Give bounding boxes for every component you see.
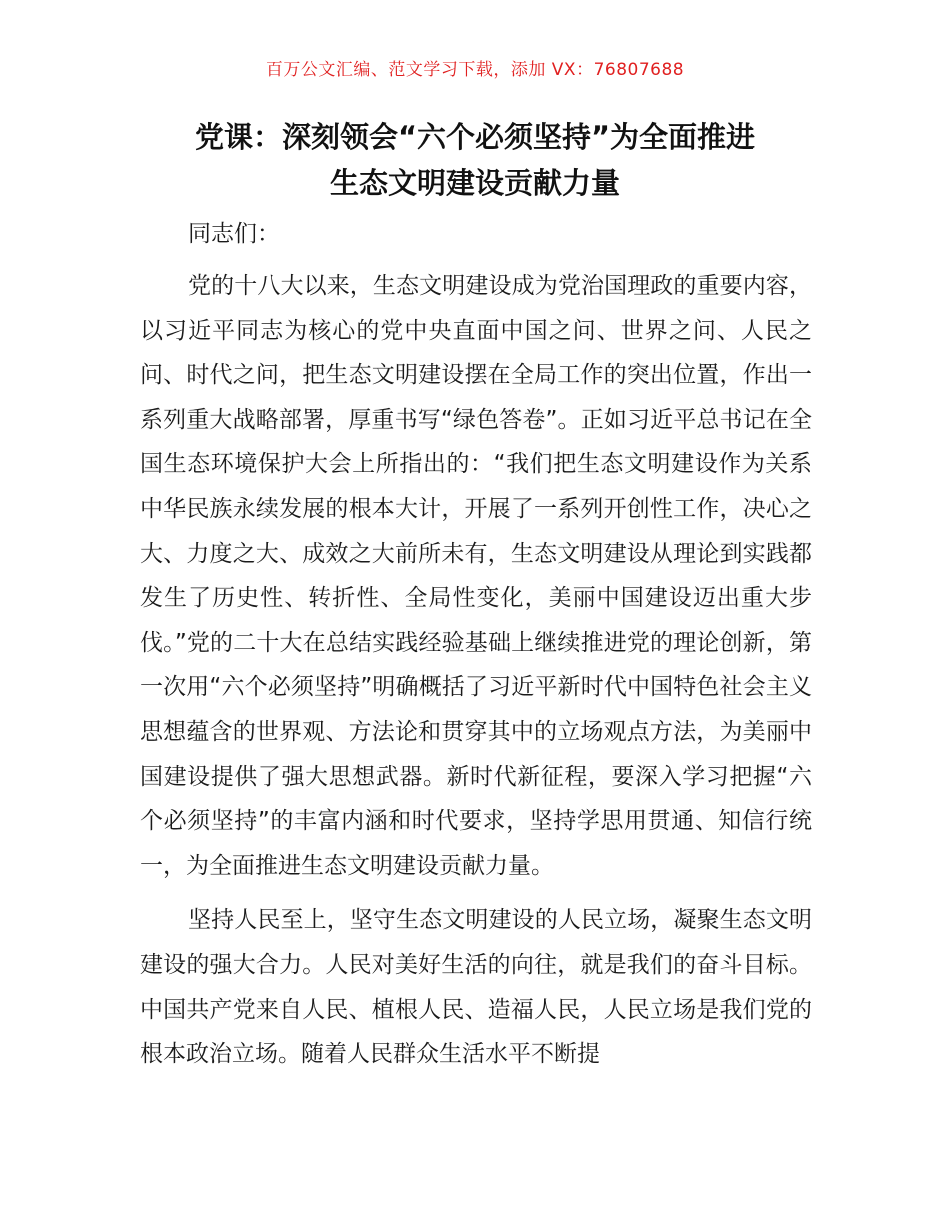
document-title [110, 114, 840, 206]
document-body [140, 212, 812, 1087]
title-line-2: 生态文明建设贡献力量 [329, 166, 620, 200]
salutation: 同志们： [188, 221, 280, 247]
paragraph-1: 党的十八大以来，生态文明建设成为党治国理政的重要内容，以习近平同志为核心的党中央直面中国之问、世界之问、人民之问、时代之问，把生态文明建设摆在全局工作的突出位置，作出一系列重大战略部署，厚重书写“绿色答卷”。正如习近平总书记在全国生态环境保护大会上所指出的：“我们把生态文明建设作为关系中华民族永续发展的根本大计，开展了一系列开创性工作，决心之大、力度之大、成效之大前所未有，生态文明建设从理论到实践都发生了历史性、转折性、全局性变化，美丽中国建设迈出重大步伐。”党的二十大在总结实践经验基础上继续推进党的理论创新，第一次用“六个必须坚持”明确概括了习近平新时代中国特色社会主义思想蕴含的世界观、方法论和贯穿其中的立场观点方法，为美丽中国建设提供了强大思想武器。新时代新征程，要深入学习把握“六个必须坚持”的丰富内涵和时代要求，坚持学思用贯通、知信行统一，为全面推进生态文明建设贡献力量。 [140, 273, 812, 879]
header-watermark-note: 百万公文汇编、范文学习下载，添加 VX：76807688 [265, 60, 685, 80]
paragraph-2: 坚持人民至上，坚守生态文明建设的人民立场，凝聚生态文明建设的强大合力。人民对美好生活的向往，就是我们的奋斗目标。中国共产党来自人民、植根人民、造福人民，人民立场是我们党的根本政治立场。随着人民群众生活水平不断提 [140, 907, 812, 1068]
title-line-1: 党课：深刻领会“六个必须坚持”为全面推进 [194, 120, 756, 154]
